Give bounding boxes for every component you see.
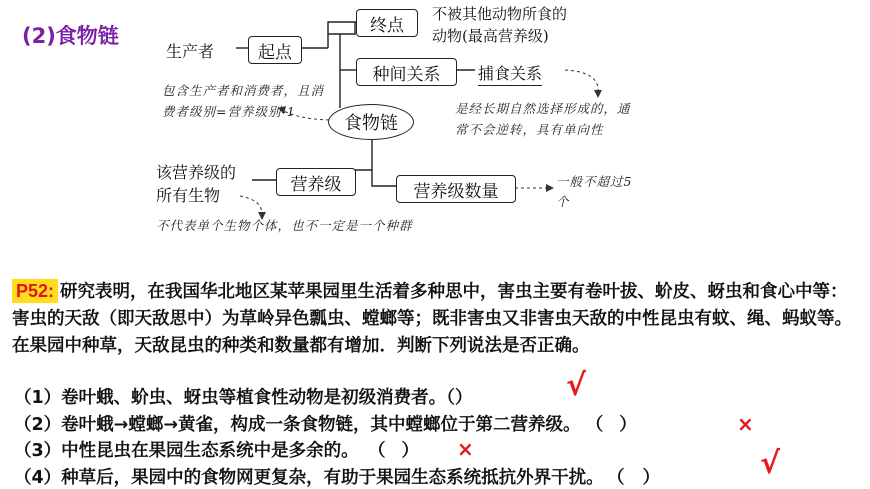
item-4-text: （4）种草后，果园中的食物网更复杂，有助于果园生态系统抵抗外界干扰。 [14, 468, 604, 488]
item-1-close: ） [454, 388, 473, 408]
item-3-cross-mark: × [457, 437, 474, 461]
question-text: 研究表明，在我国华北地区某苹果园里生活着多种思中，害虫主要有卷叶拔、蚧皮、蚜虫和食心中等：害虫的天敌（即天敌思中）为草岭异色瓢虫、螳螂等；既非害虫又非害虫天敌的中性昆虫有蚊、绳、蚂蚁等。在果园中种草，天敌昆虫的种类和数量都有增加．判断下列说法是否正确。 [12, 282, 852, 356]
chain-hand-note: 包含生产者和消费者，且消费者级别=营养级别-1 [162, 83, 325, 119]
question-item-3 [14, 437, 419, 462]
question-label: P52: [12, 279, 58, 303]
end-note-line1: 不被其他动物所食的 [432, 5, 568, 23]
level-box: 营养级 [276, 168, 356, 196]
section-title: (2)食物链 [22, 24, 119, 48]
end-box: 终点 [356, 9, 418, 37]
predation-label: 捕食关系 [478, 61, 542, 86]
item-1-text: （1）卷叶蛾、蚧虫、蚜虫等植食性动物是初级消费者。（ [14, 388, 455, 408]
producer-label: 生产者 [166, 42, 215, 61]
level-note-line2: 所有生物 [156, 186, 221, 205]
level-count-note: 一般不超过5个 [556, 174, 633, 209]
item-3-close: ） [401, 441, 419, 461]
end-note-line2: 动物(最高营养级) [432, 27, 549, 45]
item-3-open: （ [376, 441, 386, 461]
level-hand-note: 不代表单个生物个体，也不一定是一个种群 [156, 218, 413, 233]
item-1-check-mark: √ [566, 368, 587, 403]
question-item-4 [14, 464, 660, 489]
question-item-2 [14, 411, 637, 436]
level-note-line1: 该营养级的 [156, 163, 237, 182]
item-2-cross-mark: × [737, 412, 754, 436]
question-item-1 [14, 384, 472, 409]
item-3-text: （3）中性昆虫在果园生态系统中是多余的。 [14, 441, 359, 461]
item-2-close: ） [619, 415, 637, 435]
item-2-open: （ [594, 415, 604, 435]
item-4-close: ） [642, 468, 660, 488]
item-4-check-mark: √ [760, 446, 781, 481]
item-2-text: （2）卷叶蛾→螳螂→黄雀，构成一条食物链，其中螳螂位于第二营养级。 [14, 415, 581, 435]
start-box: 起点 [248, 36, 302, 64]
predation-note: 是经长期自然选择形成的，通常不会逆转，具有单向性 [455, 101, 631, 137]
level-count-box: 营养级数量 [396, 175, 516, 203]
item-4-open: （ [615, 468, 625, 488]
center-oval: 食物链 [328, 104, 414, 140]
relation-box: 种间关系 [356, 58, 457, 86]
